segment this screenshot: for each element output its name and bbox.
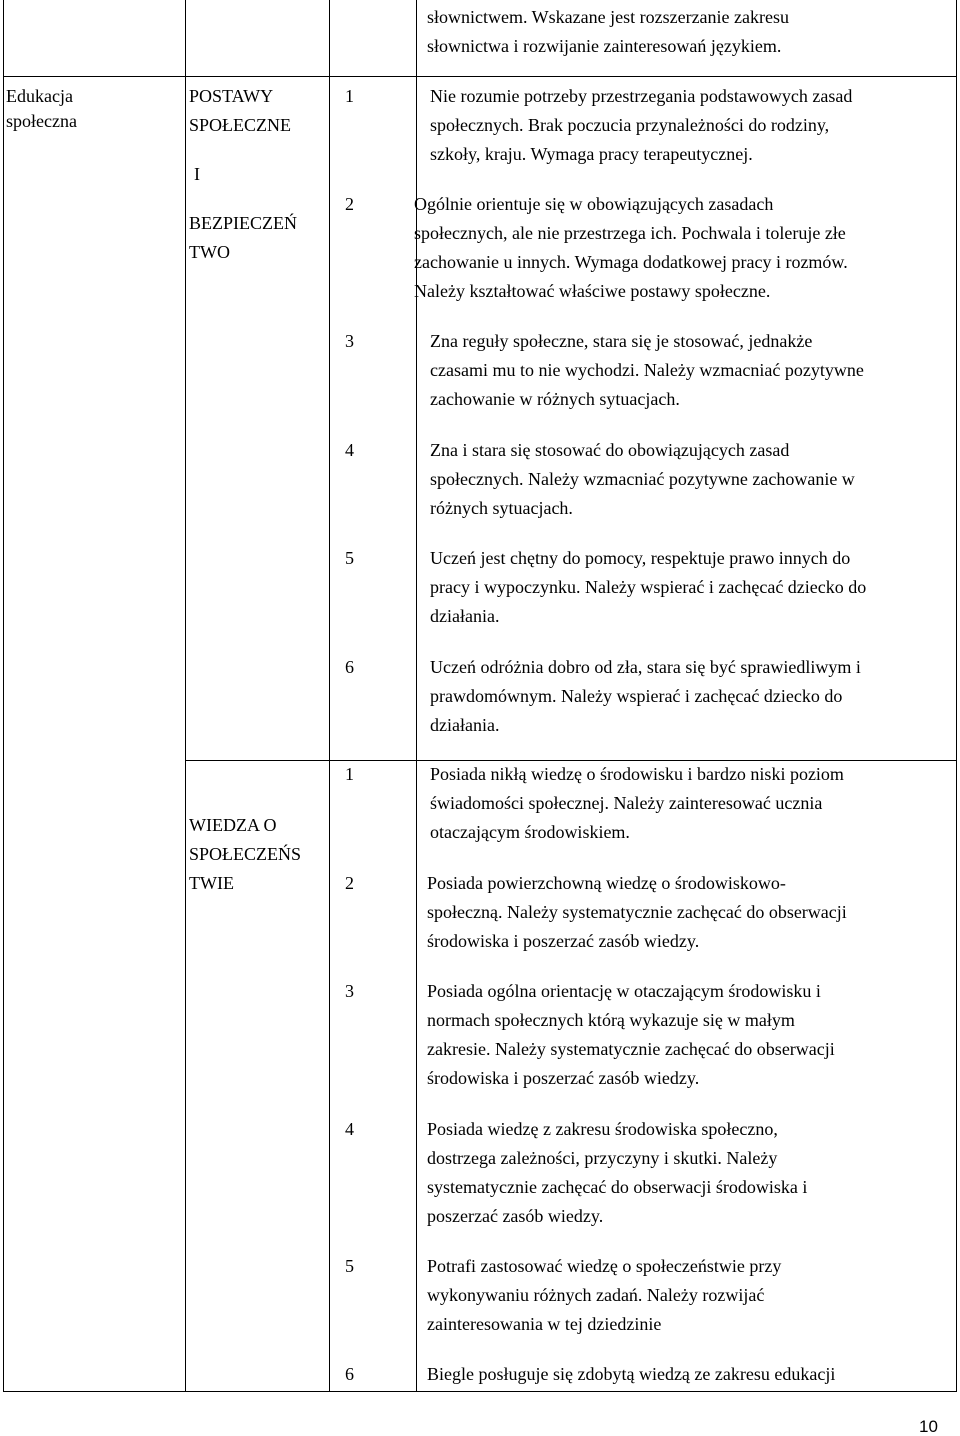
level-number: 6 (345, 1364, 354, 1384)
level-number: 6 (345, 657, 354, 677)
level-description-line: zachowanie u innych. Wymaga dodatkowej pracy i rozmów. (414, 252, 848, 272)
level-description-line: zachowanie w różnych sytuacjach. (430, 389, 680, 409)
category-1-title-line-3: I (194, 164, 200, 184)
level-number: 2 (345, 873, 354, 893)
category-1-title-line-4: BEZPIECZEŃ (189, 213, 297, 233)
level-description-line: działania. (430, 606, 500, 626)
level-number: 3 (345, 981, 354, 1001)
area-label-line-1: Edukacja (6, 86, 73, 106)
table-border-area-category (185, 0, 186, 1391)
table-bottom-border (3, 1391, 957, 1392)
level-description-line: zakresie. Należy systematycznie zachęcać do obserwacji (427, 1039, 835, 1059)
level-description-line: społecznych. Należy wzmacniać pozytywne zachowanie w (430, 469, 855, 489)
top-cell-line-1: słownictwem. Wskazane jest rozszerzanie zakresu (427, 7, 790, 27)
level-description-line: zainteresowania w tej dziedzinie (427, 1314, 662, 1334)
category-2-title-line-3: TWIE (189, 873, 234, 893)
level-description-line: Uczeń jest chętny do pomocy, respektuje prawo innych do (430, 548, 851, 568)
level-description-line: otaczającym środowiskiem. (430, 822, 630, 842)
level-description-line: Potrafi zastosować wiedzę o społeczeństwie przy (427, 1256, 782, 1276)
level-number: 4 (345, 440, 354, 460)
top-cell-line-2: słownictwa i rozwijanie zainteresowań językiem. (427, 36, 782, 56)
table-row-border-top-end (3, 76, 957, 77)
level-description-line: pracy i wypoczynku. Należy wspierać i zachęcać dziecko do (430, 577, 867, 597)
category-2-title-line-1: WIEDZA O (189, 815, 277, 835)
category-1-title-line-2: SPOŁECZNE (189, 115, 292, 135)
level-description-line: społecznych, ale nie przestrzega ich. Pochwala i toleruje złe (414, 223, 846, 243)
level-description-line: środowiska i poszerzać zasób wiedzy. (427, 931, 700, 951)
level-description-line: Zna i stara się stosować do obowiązujących zasad (430, 440, 790, 460)
level-description-line: czasami mu to nie wychodzi. Należy wzmacniać pozytywne (430, 360, 864, 380)
level-description-line: poszerzać zasób wiedzy. (427, 1206, 604, 1226)
level-description-line: Należy kształtować właściwe postawy społeczne. (414, 281, 771, 301)
level-description-line: prawdomównym. Należy wspierać i zachęcać dziecko do (430, 686, 843, 706)
level-number: 5 (345, 1256, 354, 1276)
level-description-line: różnych sytuacjach. (430, 498, 573, 518)
level-description-line: Posiada ogólna orientację w otaczającym środowisku i (427, 981, 821, 1001)
level-number: 4 (345, 1119, 354, 1139)
table-border-right (956, 0, 957, 1391)
level-description-line: Posiada powierzchowną wiedzę o środowiskowo- (427, 873, 786, 893)
level-description-line: społeczną. Należy systematycznie zachęcać do obserwacji (427, 902, 847, 922)
level-description-line: Posiada wiedzę z zakresu środowiska społeczno, (427, 1119, 778, 1139)
level-description-line: Uczeń odróżnia dobro od zła, stara się być sprawiedliwym i (430, 657, 861, 677)
table-border-category-level (329, 0, 330, 1391)
level-description-line: dostrzega zależności, przyczyny i skutki. Należy (427, 1148, 778, 1168)
category-1-title-line-5: TWO (189, 242, 230, 262)
table-border-left (3, 0, 4, 1391)
level-description-line: działania. (430, 715, 500, 735)
category-2-title-line-2: SPOŁECZEŃS (189, 844, 302, 864)
level-description-line: Biegle posługuje się zdobytą wiedzą ze zakresu edukacji (427, 1364, 836, 1384)
level-description-line: środowiska i poszerzać zasób wiedzy. (427, 1068, 700, 1088)
level-description-line: systematycznie zachęcać do obserwacji środowiska i (427, 1177, 808, 1197)
level-description-line: Posiada nikłą wiedzę o środowisku i bardzo niski poziom (430, 764, 844, 784)
level-number: 5 (345, 548, 354, 568)
level-description-line: Zna reguły społeczne, stara się je stosować, jednakże (430, 331, 813, 351)
level-description-line: Ogólnie orientuje się w obowiązujących zasadach (414, 194, 774, 214)
level-description-line: wykonywaniu różnych zadań. Należy rozwijać (427, 1285, 765, 1305)
category-1-title-line-1: POSTAWY (189, 86, 274, 106)
level-description-line: normach społecznych którą wykazuje się w małym (427, 1010, 795, 1030)
level-description-line: szkoły, kraju. Wymaga pracy terapeutycznej. (430, 144, 753, 164)
level-number: 3 (345, 331, 354, 351)
page-number: 10 (919, 1417, 938, 1436)
level-description-line: świadomości społecznej. Należy zainteresować ucznia (430, 793, 823, 813)
area-label-line-2: społeczna (6, 111, 77, 131)
level-description-line: Nie rozumie potrzeby przestrzegania podstawowych zasad (430, 86, 853, 106)
level-description-line: społecznych. Brak poczucia przynależności do rodziny, (430, 115, 830, 135)
level-number: 2 (345, 194, 354, 214)
level-number: 1 (345, 86, 354, 106)
level-number: 1 (345, 764, 354, 784)
